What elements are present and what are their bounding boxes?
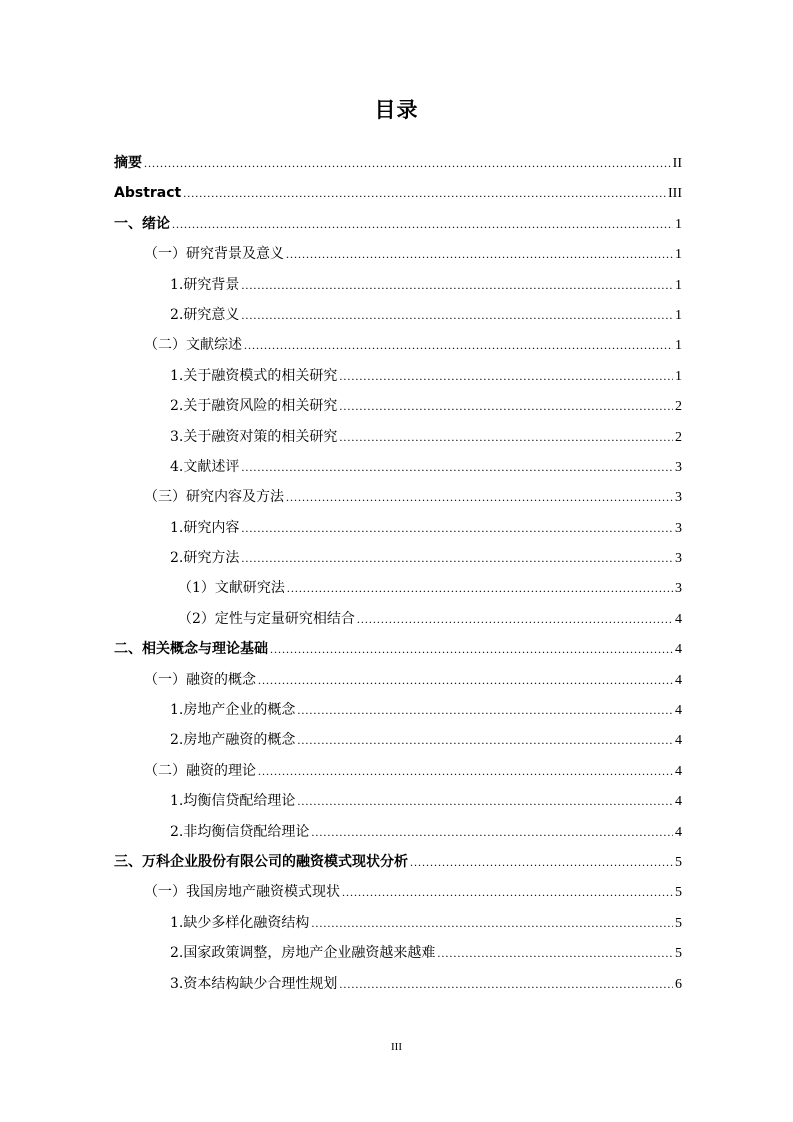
toc-entry-page: 4	[675, 642, 682, 658]
toc-dot-leader	[258, 665, 673, 695]
toc-dot-leader	[241, 543, 673, 573]
toc-dot-leader	[357, 604, 673, 634]
toc-entry-title: （一）融资的概念	[144, 671, 256, 688]
toc-dot-leader	[241, 300, 673, 330]
toc-entry-page: 5	[675, 854, 682, 870]
toc-entry-page: 3	[675, 490, 682, 506]
toc-entry[interactable]	[114, 817, 682, 847]
toc-entry[interactable]	[114, 938, 682, 968]
toc-dot-leader	[297, 786, 673, 816]
toc-entry-title: （三）研究内容及方法	[144, 489, 284, 506]
toc-entry-page: 3	[675, 520, 682, 536]
toc-entry-page: 5	[675, 946, 682, 962]
toc-entry-title: 2.国家政策调整，房地产企业融资越来越难	[170, 945, 436, 962]
toc-entry-page: 4	[675, 672, 682, 688]
toc-entry[interactable]	[114, 513, 682, 543]
toc-entry[interactable]	[114, 482, 682, 512]
toc-entry-title: （一）研究背景及意义	[144, 246, 284, 263]
toc-entry[interactable]	[114, 634, 682, 664]
toc-dot-leader	[311, 908, 673, 938]
toc-dot-leader	[172, 209, 673, 239]
toc-dot-leader	[286, 482, 673, 512]
toc-entry[interactable]	[114, 786, 682, 816]
toc-dot-leader	[241, 452, 673, 482]
toc-entry-title: 摘要	[114, 155, 142, 171]
toc-dot-leader	[339, 969, 673, 999]
toc-entry[interactable]	[114, 300, 682, 330]
toc-entry-page: 4	[675, 824, 682, 840]
toc-entry-title: （一）我国房地产融资模式现状	[144, 884, 340, 901]
toc-entry-page: 6	[675, 976, 682, 992]
toc-entry[interactable]	[114, 604, 682, 634]
toc-entry-page: 1	[675, 368, 682, 384]
toc-dot-leader	[144, 148, 671, 178]
toc-entry[interactable]	[114, 422, 682, 452]
toc-entry-page: II	[672, 156, 682, 171]
toc-entry[interactable]	[114, 573, 682, 603]
toc-entry-page: 1	[675, 338, 682, 354]
toc-entry[interactable]	[114, 270, 682, 300]
toc-dot-leader	[437, 938, 673, 968]
toc-entry[interactable]	[114, 148, 682, 178]
toc-dot-leader	[297, 695, 673, 725]
toc-entry-page: 4	[675, 611, 682, 627]
page-title: 目录	[374, 98, 419, 122]
toc-dot-leader	[287, 573, 673, 603]
toc-entry-title: 4.文献述评	[170, 458, 240, 475]
toc-entry-title: 1.研究背景	[170, 276, 240, 293]
toc-entry-title: 一、绪论	[114, 215, 170, 232]
toc-entry-title: Abstract	[114, 185, 182, 202]
toc-entry-title: 1.均衡信贷配给理论	[170, 793, 296, 810]
toc-entry-page: 5	[675, 915, 682, 931]
toc-dot-leader	[258, 756, 673, 786]
toc-entry-title: （2）定性与定量研究相结合	[178, 610, 355, 627]
toc-entry-title: 二、相关概念与理论基础	[114, 641, 268, 658]
toc-dot-leader	[270, 634, 673, 664]
toc-entry[interactable]	[114, 847, 682, 877]
toc-entry-page: 1	[675, 216, 682, 232]
toc-dot-leader	[241, 513, 673, 543]
toc-entry[interactable]	[114, 361, 682, 391]
toc-entry-page: 1	[675, 277, 682, 293]
toc-entry-title: 1.关于融资模式的相关研究	[170, 367, 338, 384]
toc-entry-page: III	[668, 186, 682, 202]
toc-entry-title: 1.房地产企业的概念	[170, 702, 296, 719]
toc-entry[interactable]	[114, 391, 682, 421]
toc-entry[interactable]	[114, 756, 682, 786]
toc-entry-title: 2.研究方法	[170, 550, 240, 567]
toc-entry-page: 2	[675, 399, 682, 415]
toc-entry-page: 5	[675, 885, 682, 901]
toc-entry[interactable]	[114, 209, 682, 239]
toc-dot-leader	[339, 422, 673, 452]
toc-entry-title: （二）融资的理论	[144, 762, 256, 779]
toc-entry-page: 4	[675, 763, 682, 779]
toc-entry-page: 4	[675, 794, 682, 810]
toc-dot-leader	[183, 178, 666, 208]
toc-entry-title: 2.非均衡信贷配给理论	[170, 823, 310, 840]
toc-entry[interactable]	[114, 330, 682, 360]
toc-entry-page: 4	[675, 733, 682, 749]
toc-entry-page: 2	[675, 429, 682, 445]
toc-dot-leader	[342, 877, 673, 907]
toc-entry-title: 1.研究内容	[170, 519, 240, 536]
toc-entry-title: 2.关于融资风险的相关研究	[170, 398, 338, 415]
toc-entry-title: （1）文献研究法	[178, 580, 285, 597]
toc-entry[interactable]	[114, 452, 682, 482]
toc-entry-title: 2.房地产融资的概念	[170, 732, 296, 749]
toc-dot-leader	[311, 817, 673, 847]
toc-entry[interactable]	[114, 969, 682, 999]
toc-dot-leader	[286, 239, 673, 269]
toc-entry[interactable]	[114, 725, 682, 755]
toc-entry-title: 1.缺少多样化融资结构	[170, 914, 310, 931]
toc-dot-leader	[297, 725, 673, 755]
page-number-footer: III	[391, 1041, 402, 1053]
toc-entry-page: 1	[675, 247, 682, 263]
toc-entry-title: 3.关于融资对策的相关研究	[170, 428, 338, 445]
toc-entry-title: （二）文献综述	[144, 337, 242, 354]
toc-entry-title: 3.资本结构缺少合理性规划	[170, 975, 338, 992]
toc-entry-page: 1	[675, 307, 682, 323]
toc-entry[interactable]	[114, 665, 682, 695]
toc-entry[interactable]	[114, 178, 682, 208]
toc-entry[interactable]	[114, 239, 682, 269]
toc-entry[interactable]	[114, 877, 682, 907]
toc-dot-leader	[241, 270, 673, 300]
toc-entry[interactable]	[114, 695, 682, 725]
toc-entry-page: 3	[675, 551, 682, 567]
toc-entry-page: 3	[675, 581, 682, 597]
toc-dot-leader	[339, 361, 673, 391]
toc-entry[interactable]	[114, 543, 682, 573]
toc-dot-leader	[244, 330, 673, 360]
toc-entry-title: 三、万科企业股份有限公司的融资模式现状分析	[114, 853, 408, 870]
toc-entry[interactable]	[114, 908, 682, 938]
toc-dot-leader	[339, 391, 673, 421]
toc-entry-page: 3	[675, 459, 682, 475]
toc-entry-page: 4	[675, 703, 682, 719]
table-of-contents	[114, 148, 682, 999]
toc-dot-leader	[410, 847, 673, 877]
toc-entry-title: 2.研究意义	[170, 306, 240, 323]
